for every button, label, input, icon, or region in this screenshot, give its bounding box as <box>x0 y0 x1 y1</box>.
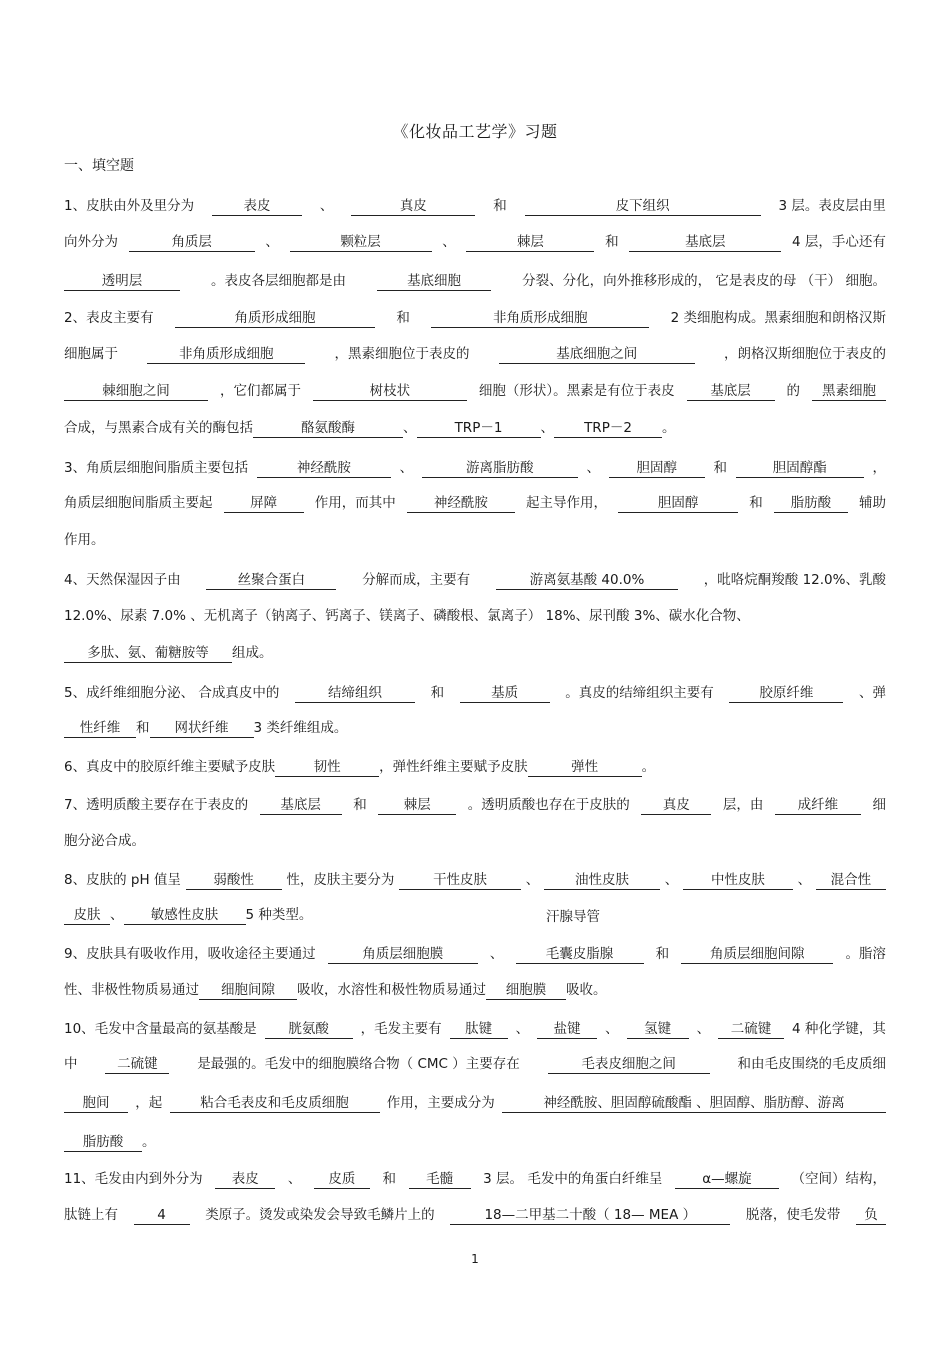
answer-blank: 毛囊皮脂腺 <box>516 946 644 964</box>
question-text: 、 <box>696 1021 711 1037</box>
question-text: 、 <box>797 872 812 888</box>
question-text: 3 层。表皮层由里 <box>778 198 886 214</box>
answer-blank: 真皮 <box>351 198 475 216</box>
question-text: 2 类细胞构成。黑素细胞和朗格汉斯 <box>670 310 886 326</box>
question-text: 10、毛发中含量最高的氨基酸是 <box>64 1021 257 1037</box>
question-line <box>64 493 886 513</box>
question-text: 7、透明质酸主要存在于表皮的 <box>64 797 249 813</box>
question-text: 。 <box>641 759 656 775</box>
question-text: 3 类纤维组成。 <box>253 720 348 736</box>
question-line <box>64 271 886 291</box>
question-text: 中 <box>64 1056 78 1072</box>
question-text: ，它们都属于 <box>219 383 301 399</box>
question-text: 和由毛皮围绕的毛皮质细 <box>737 1056 886 1072</box>
question-text: 肽链上有 <box>64 1207 118 1223</box>
question-text: 脱落，使毛发带 <box>745 1207 841 1223</box>
answer-blank: 胶原纤维 <box>729 685 843 703</box>
page-title: 《化妆品工艺学》习题 <box>392 122 558 141</box>
question-line <box>64 1019 886 1039</box>
question-text: 、 <box>319 198 334 214</box>
answer-blank: 神经酰胺、胆固醇硫酸酯 、胆固醇、脂肪醇、游离 <box>502 1095 886 1113</box>
answer-blank: 基底层 <box>687 383 775 401</box>
question-text: 性，皮肤主要分为 <box>286 872 395 888</box>
answer-blank: 胆固醇 <box>618 495 738 513</box>
question-text: 4 层，手心还有 <box>792 234 886 250</box>
answer-blank: 透明层 <box>64 273 180 291</box>
question-line <box>64 308 886 328</box>
question-line <box>64 757 655 777</box>
answer-blank: 皮肤 <box>64 907 110 925</box>
answer-blank: 黑素细胞 <box>812 383 886 401</box>
question-text: 和 <box>430 685 445 701</box>
answer-blank: 皮下组织 <box>525 198 761 216</box>
answer-blank: 基底层 <box>260 797 342 815</box>
question-text: ，黑素细胞位于表皮的 <box>334 346 470 362</box>
question-text: 性、非极性物质易通过 <box>64 982 199 998</box>
question-text: 12.0%、尿素 7.0% 、无机离子（钠离子、钙离子、镁离子、磷酸根、氯离子） 18%、尿刊酸 3%、碳水化合物、 <box>64 608 750 624</box>
question-text: 胞分泌合成。 <box>64 833 145 849</box>
section-heading: 一、填空题 <box>64 158 134 174</box>
answer-blank: 盐键 <box>537 1021 597 1039</box>
question-text: 、弹 <box>858 685 886 701</box>
answer-blank: 神经酰胺 <box>407 495 515 513</box>
question-text: ，毛发主要有 <box>360 1021 442 1037</box>
question-text: 6、真皮中的胶原纤维主要赋予皮肤 <box>64 759 276 775</box>
answer-blank: 细胞膜 <box>486 982 566 1000</box>
question-text: 、 <box>110 907 124 923</box>
answer-blank: 角质层 <box>129 234 255 252</box>
question-text: 和 <box>655 946 670 962</box>
answer-blank: 二硫键 <box>105 1056 169 1074</box>
answer-blank: 非角质形成细胞 <box>431 310 649 328</box>
answer-blank: 成纤维 <box>775 797 861 815</box>
question-text: 。脂溶 <box>845 946 886 962</box>
answer-blank: 结缔组织 <box>295 685 415 703</box>
question-line <box>64 458 886 478</box>
answer-blank: 基底层 <box>629 234 781 252</box>
question-line <box>64 530 105 550</box>
question-text: 辅助 <box>859 495 886 511</box>
question-line <box>64 683 886 703</box>
answer-blank: 表皮 <box>212 198 302 216</box>
question-text: 作用。 <box>64 532 105 548</box>
answer-blank: 毛表皮细胞之间 <box>548 1056 710 1074</box>
question-line <box>64 196 886 216</box>
question-text: 1、皮肤由外及里分为 <box>64 198 195 214</box>
answer-blank: 胆固醇酯 <box>736 460 864 478</box>
answer-blank: 表皮 <box>215 1171 275 1189</box>
question-text: 、 <box>664 872 679 888</box>
question-line <box>64 870 886 890</box>
question-text: 吸收。 <box>566 982 607 998</box>
answer-blank: 粘合毛表皮和毛皮质细胞 <box>170 1095 380 1113</box>
answer-blank: 敏感性皮肤 <box>124 907 246 925</box>
question-text: 9、皮肤具有吸收作用，吸收途径主要通过 <box>64 946 316 962</box>
question-text: 5、成纤维细胞分泌、 合成真皮中的 <box>64 685 280 701</box>
question-text: 8、皮肤的 pH 值呈 <box>64 872 181 888</box>
question-text: 和 <box>605 234 619 250</box>
question-text: 和 <box>382 1171 396 1187</box>
answer-blank: 4 <box>134 1207 190 1225</box>
answer-blank: 游离脂肪酸 <box>422 460 578 478</box>
question-text: 。表皮各层细胞都是由 <box>211 273 347 289</box>
answer-blank: 酪氨酸酶 <box>253 420 403 438</box>
answer-blank: 颗粒层 <box>290 234 432 252</box>
question-text: 、 <box>403 420 417 436</box>
question-line <box>64 418 676 438</box>
page-number: 1 <box>471 1252 479 1266</box>
question-line <box>64 795 886 815</box>
answer-blank: 角质形成细胞 <box>175 310 375 328</box>
answer-blank: TRP－1 <box>417 420 541 438</box>
answer-blank: 胆固醇 <box>609 460 705 478</box>
answer-blank: 脂肪酸 <box>64 1134 142 1152</box>
question-text: 分裂、分化，向外推移形成的， 它是表皮的母 （干） 细胞。 <box>522 273 886 289</box>
answer-blank: 基底细胞 <box>377 273 491 291</box>
answer-blank: 真皮 <box>641 797 711 815</box>
answer-blank: 神经酰胺 <box>257 460 391 478</box>
question-text: 。 <box>142 1134 156 1150</box>
question-line <box>64 232 886 252</box>
question-text: 3、角质层细胞间脂质主要包括 <box>64 460 249 476</box>
question-text: 、 <box>489 946 504 962</box>
answer-blank: 游离氨基酸 40.0% <box>496 572 678 590</box>
question-line <box>64 980 607 1000</box>
answer-blank: 18—二甲基二十酸（ 18— MEA ） <box>450 1207 730 1225</box>
question-text: 和 <box>396 310 410 326</box>
answer-blank: 弱酸性 <box>186 872 282 890</box>
question-text: 和 <box>493 198 507 214</box>
question-text: 4 种化学键，其 <box>792 1021 886 1037</box>
answer-blank: 负 <box>856 1207 886 1225</box>
answer-blank: 肽键 <box>450 1021 508 1039</box>
question-text: 和 <box>713 460 727 476</box>
answer-blank: 树枝状 <box>313 383 467 401</box>
answer-blank: 细胞间隙 <box>199 982 297 1000</box>
question-text: 层，由 <box>722 797 764 813</box>
stray-note: 汗腺导管 <box>546 909 600 925</box>
question-text: 作用，而其中 <box>314 495 396 511</box>
answer-blank: 脂肪酸 <box>774 495 848 513</box>
question-text: 、 <box>540 420 554 436</box>
answer-blank: 非角质形成细胞 <box>147 346 305 364</box>
question-text: 是最强的。毛发中的细胞膜络合物（ CMC ）主要存在 <box>197 1056 520 1072</box>
question-text: 、 <box>525 872 540 888</box>
question-text: 、 <box>399 460 414 476</box>
question-text: ，朗格汉斯细胞位于表皮的 <box>724 346 886 362</box>
question-line <box>64 381 886 401</box>
question-text: 作用，主要成分为 <box>386 1095 495 1111</box>
answer-blank: 弹性 <box>528 759 642 777</box>
question-line <box>64 1169 886 1189</box>
question-text: 角质层细胞间脂质主要起 <box>64 495 213 511</box>
question-text: 、 <box>442 234 456 250</box>
question-text: 。透明质酸也存在于皮肤的 <box>467 797 630 813</box>
answer-blank: 屏障 <box>224 495 304 513</box>
answer-blank: 角质层细胞膜 <box>328 946 478 964</box>
question-text: 、 <box>586 460 601 476</box>
question-text: 、 <box>287 1171 302 1187</box>
question-text: 5 种类型。 <box>245 907 313 923</box>
answer-blank: 韧性 <box>275 759 379 777</box>
question-text: ， <box>872 460 886 476</box>
question-text: 细胞（形状）。黑素是有位于表皮 <box>478 383 675 399</box>
question-text: 向外分为 <box>64 234 118 250</box>
answer-blank: 多肽、氨、葡糖胺等 <box>64 645 232 663</box>
answer-blank: 网状纤维 <box>150 720 254 738</box>
question-text: 分解而成，主要有 <box>362 572 471 588</box>
question-text: 3 层。 毛发中的角蛋白纤维呈 <box>483 1171 663 1187</box>
question-text: 组成。 <box>232 645 273 661</box>
answer-blank: 棘细胞之间 <box>64 383 208 401</box>
answer-blank: 二硫键 <box>718 1021 784 1039</box>
question-text: 、 <box>605 1021 619 1037</box>
question-line <box>64 718 347 738</box>
question-text: （空间）结构， <box>791 1171 886 1187</box>
question-line <box>64 570 886 590</box>
question-line <box>64 1205 886 1225</box>
answer-blank: 胞间 <box>64 1095 128 1113</box>
question-text: 。 <box>662 420 676 436</box>
question-line <box>64 1132 156 1152</box>
question-text: 2、表皮主要有 <box>64 310 154 326</box>
answer-blank: 角质层细胞间隙 <box>681 946 833 964</box>
question-line <box>64 344 886 364</box>
answer-blank: 油性皮肤 <box>544 872 660 890</box>
answer-blank: 性纤维 <box>64 720 136 738</box>
question-text: ，弹性纤维主要赋予皮肤 <box>379 759 528 775</box>
question-line <box>64 606 886 626</box>
question-text: ，起 <box>135 1095 163 1111</box>
answer-blank: 基质 <box>460 685 550 703</box>
answer-blank: 毛髓 <box>409 1171 471 1189</box>
question-line <box>64 944 886 964</box>
question-text: 。真皮的结缔组织主要有 <box>565 685 714 701</box>
answer-blank: 棘层 <box>378 797 456 815</box>
question-line <box>64 643 273 663</box>
answer-blank: 混合性 <box>816 872 886 890</box>
question-line <box>64 1093 886 1113</box>
question-text: 和 <box>749 495 763 511</box>
question-text: 、 <box>265 234 279 250</box>
question-text: 4、天然保湿因子由 <box>64 572 181 588</box>
question-text: ，吡咯烷酮羧酸 12.0%、乳酸 <box>703 572 886 588</box>
answer-blank: 氢键 <box>627 1021 689 1039</box>
answer-blank: 胱氨酸 <box>265 1021 353 1039</box>
answer-blank: 基底细胞之间 <box>499 346 695 364</box>
question-text: 细 <box>872 797 886 813</box>
question-line <box>64 905 312 925</box>
question-line <box>64 831 145 851</box>
question-line <box>64 1054 886 1074</box>
question-text: 和 <box>136 720 150 736</box>
question-text: 和 <box>353 797 367 813</box>
question-text: 、 <box>515 1021 530 1037</box>
answer-blank: 干性皮肤 <box>399 872 521 890</box>
question-text: 合成，与黑素合成有关的酶包括 <box>64 420 253 436</box>
answer-blank: 棘层 <box>466 234 594 252</box>
question-text: 的 <box>786 383 801 399</box>
answer-blank: TRP－2 <box>554 420 662 438</box>
question-text: 起主导作用， <box>526 495 607 511</box>
question-text: 11、毛发由内到外分为 <box>64 1171 203 1187</box>
answer-blank: 丝聚合蛋白 <box>206 572 336 590</box>
answer-blank: 皮质 <box>314 1171 370 1189</box>
answer-blank: α—螺旋 <box>675 1171 779 1189</box>
question-text: 吸收，水溶性和极性物质易通过 <box>297 982 486 998</box>
question-text: 细胞属于 <box>64 346 118 362</box>
answer-blank: 中性皮肤 <box>683 872 793 890</box>
question-text: 类原子。烫发或染发会导致毛鳞片上的 <box>205 1207 435 1223</box>
